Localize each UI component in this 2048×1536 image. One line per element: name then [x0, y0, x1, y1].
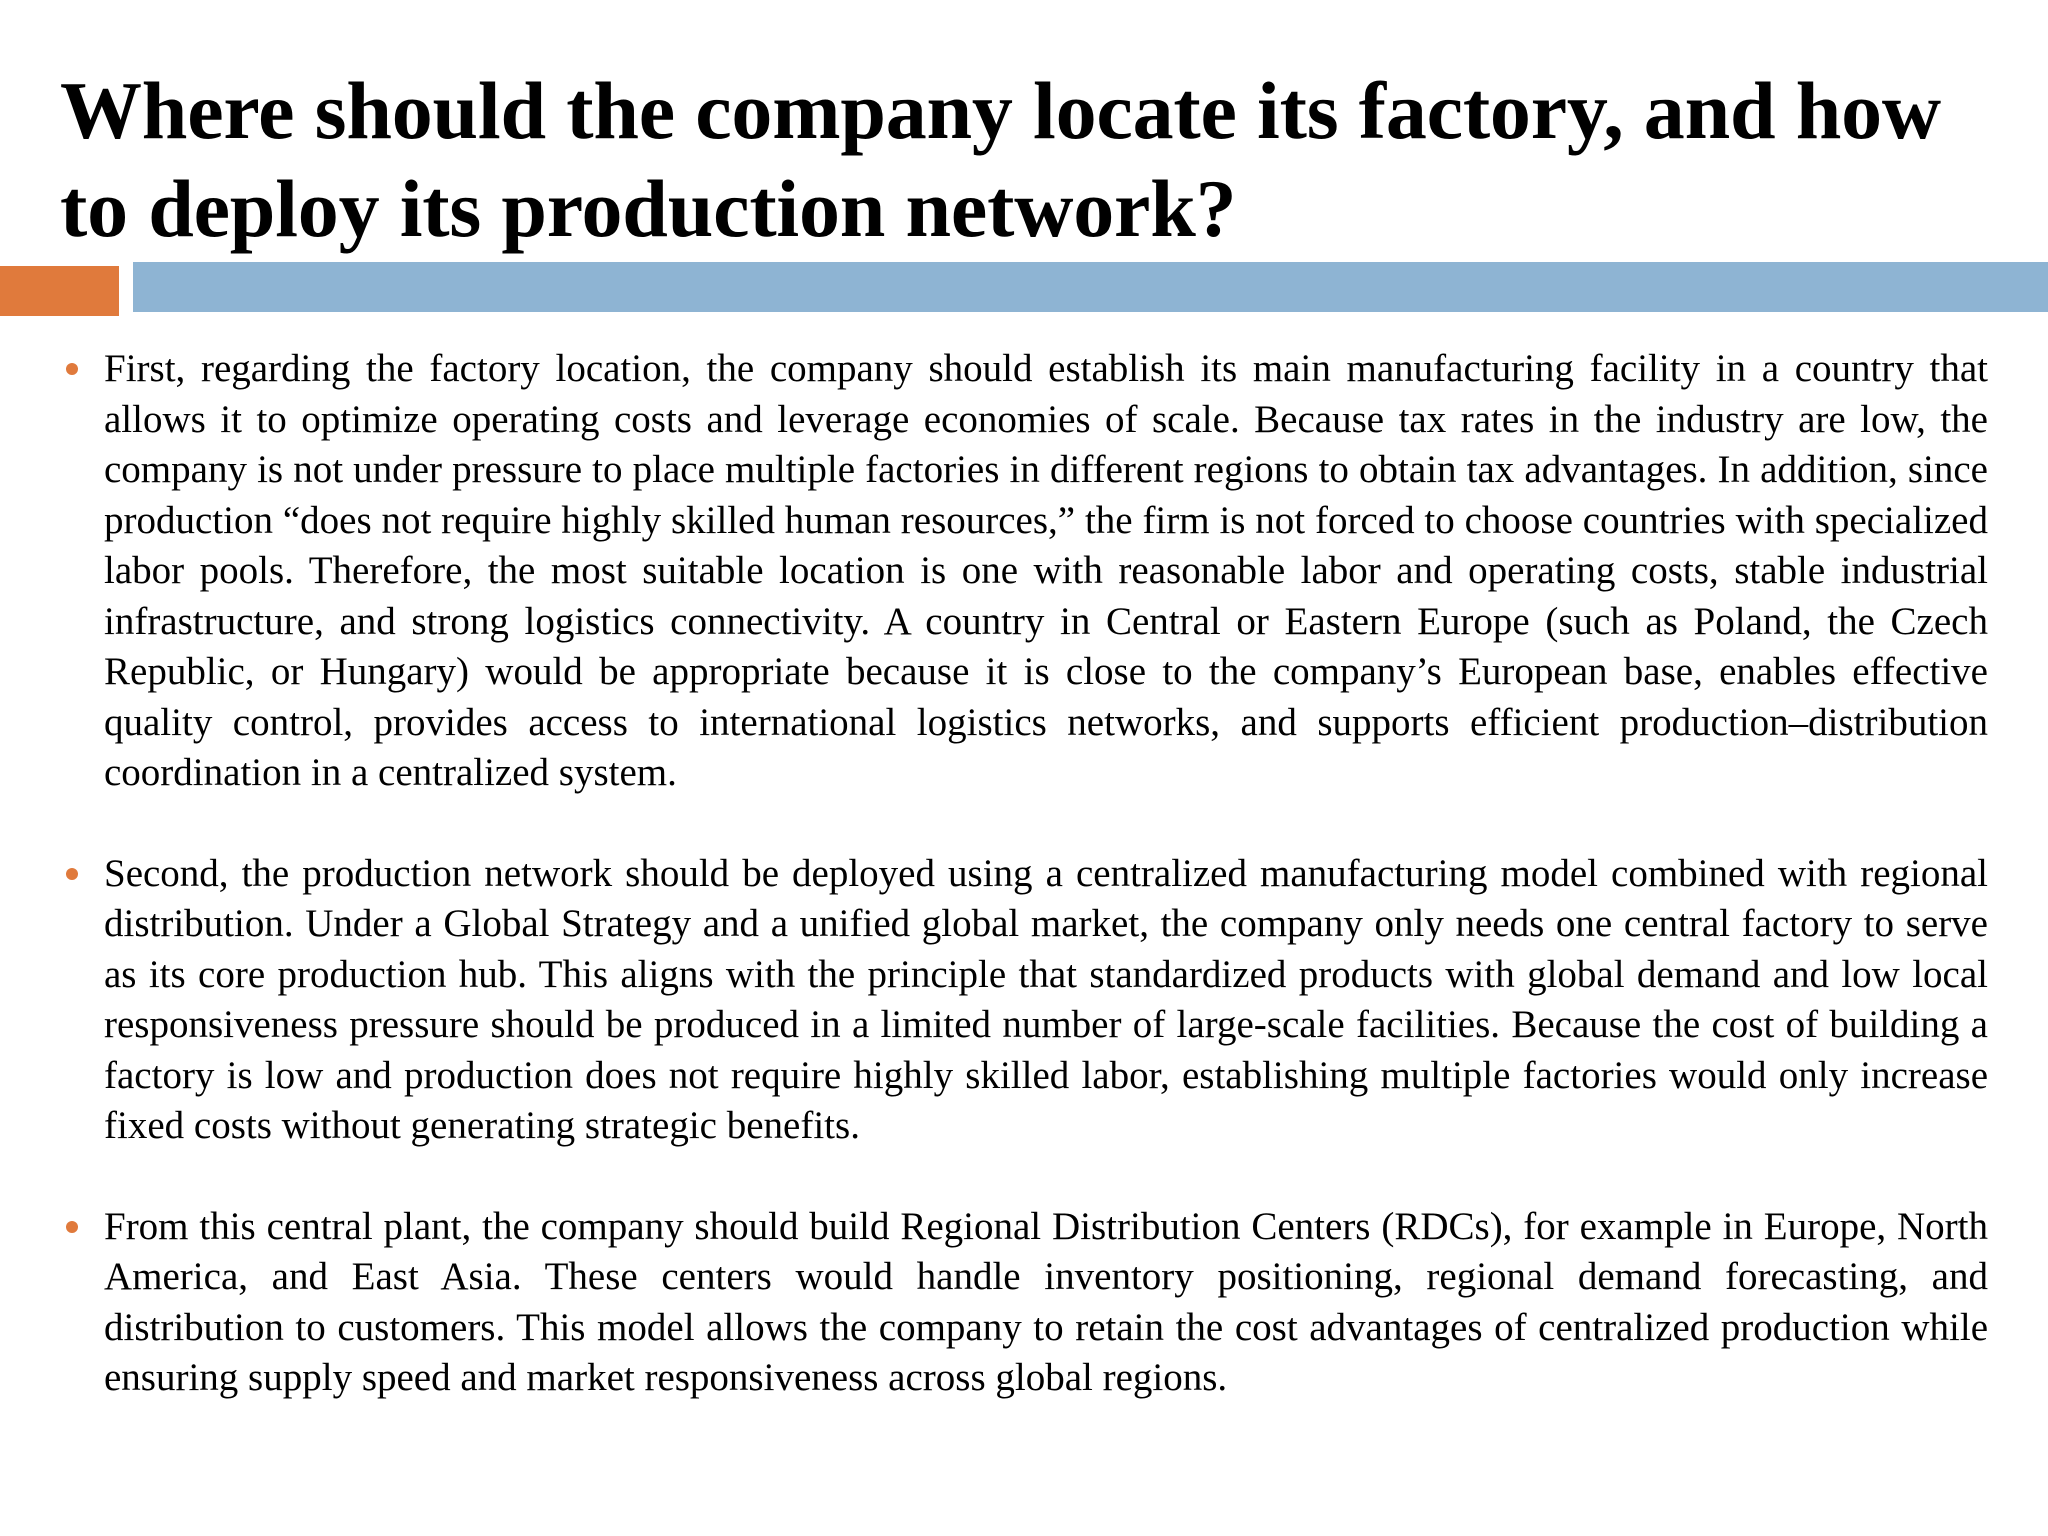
- bullet-dot-icon: [66, 1221, 78, 1233]
- bullet-text: From this central plant, the company should build Regional Distribution Centers (RDCs), for example in Europe, North America, and East Asia. These centers would handle inventory positioning, regional demand forecasting, and distribution to customers. This model allows the company to retain the cost advantages of centralized production while ensuring supply speed and market responsiveness across global regions.: [104, 1204, 1988, 1399]
- slide-title: Where should the company locate its factory, and how to deploy its production network?: [60, 65, 1941, 254]
- bullet-text: Second, the production network should be deployed using a centralized manufacturing model combined with regional distribution. Under a Global Strategy and a unified global market, the company only needs one central factory to serve as its core production hub. This aligns with the principle that standardized products with global demand and low local responsiveness pressure should be produced in a limited number of large-scale facilities. Because the cost of building a factory is low and production does not require highly skilled labor, establishing multiple factories would only increase fixed costs without generating strategic benefits.: [104, 851, 1988, 1147]
- title-divider-band: [133, 262, 2048, 312]
- slide-content: [62, 344, 1988, 1454]
- bullet-item-factory-location: [62, 344, 1988, 799]
- accent-bar: [0, 266, 119, 316]
- bullet-dot-icon: [66, 868, 78, 880]
- bullet-text: First, regarding the factory location, the company should establish its main manufacturing facility in a country that allows it to optimize operating costs and leverage economies of scale. Because tax rates in the industry are low, the company is not under pressure to place multiple factories in different regions to obtain tax advantages. In addition, since production “does not require highly skilled human resources,” the firm is not forced to choose countries with specialized labor pools. Therefore, the most suitable location is one with reasonable labor and operating costs, stable industrial infrastructure, and strong logistics connectivity. A country in Central or Eastern Europe (such as Poland, the Czech Republic, or Hungary) would be appropriate because it is close to the company’s European base, enables effective quality control, provides access to international logistics networks, and supports efficient production–distribution coordination in a centralized system.: [104, 347, 1988, 794]
- bullet-dot-icon: [66, 363, 78, 375]
- bullet-item-distribution-centers: [62, 1202, 1988, 1404]
- bullet-item-production-network: [62, 849, 1988, 1152]
